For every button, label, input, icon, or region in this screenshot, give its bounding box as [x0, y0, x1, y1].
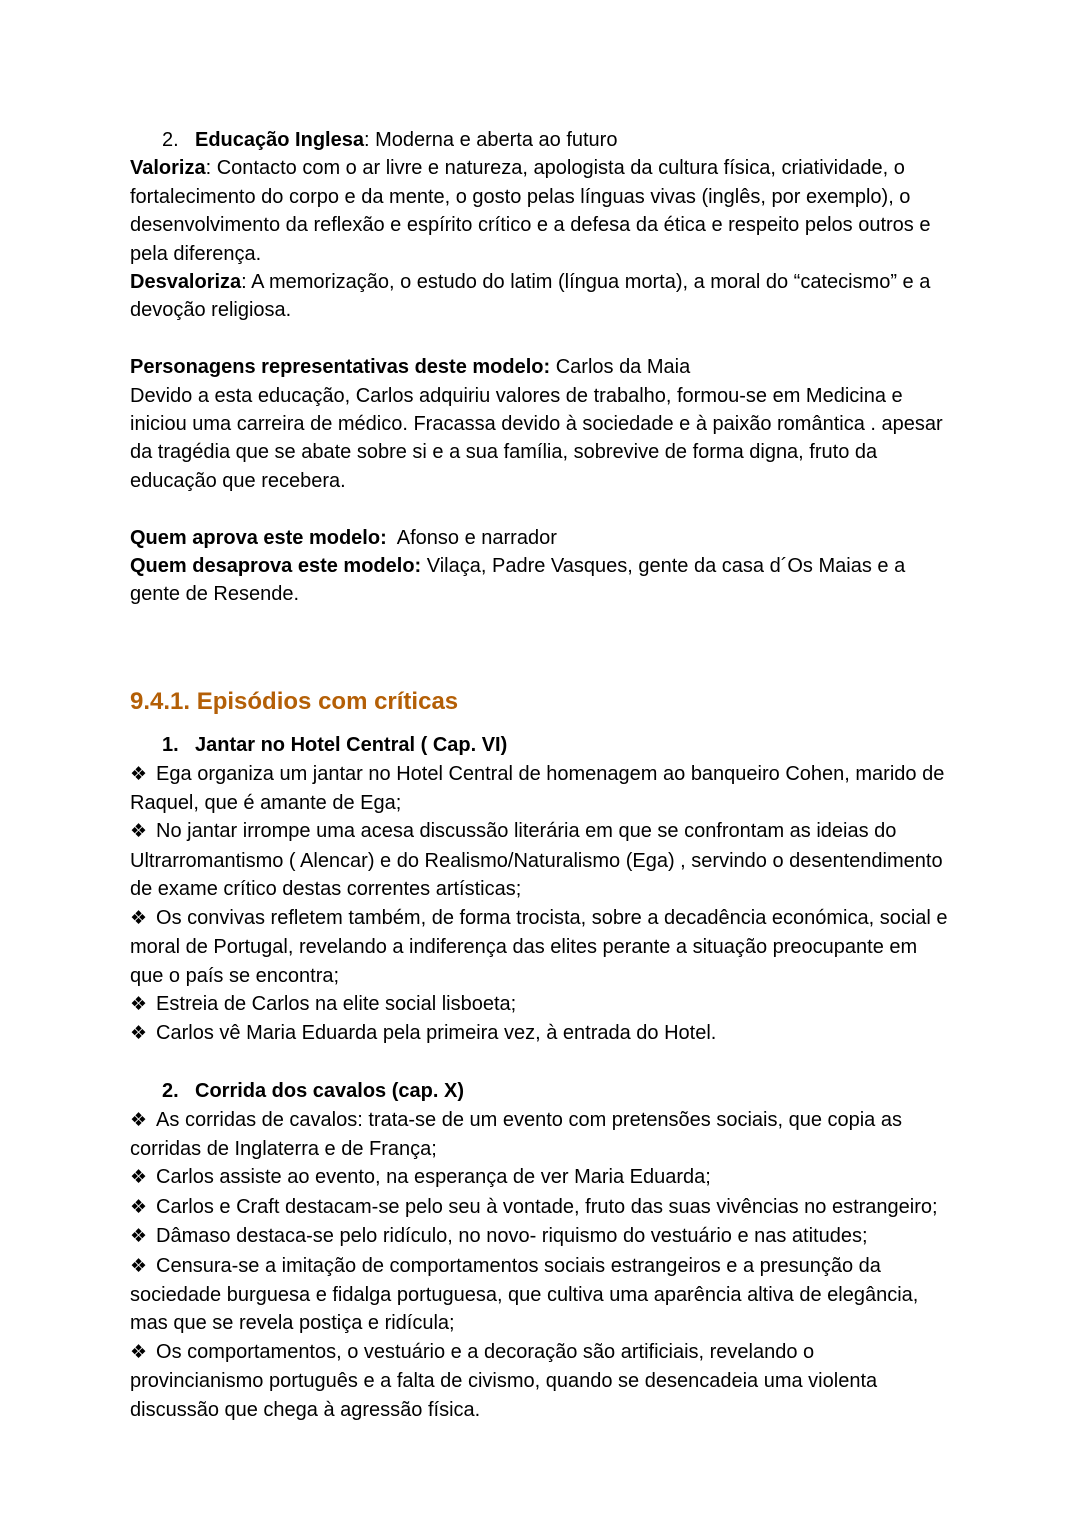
personagens-value: Carlos da Maia — [550, 356, 691, 379]
episode-1-title — [130, 731, 952, 759]
diamond-bullet-icon: ❖ — [130, 907, 148, 929]
quem-desaprova-label: Quem desaprova este modelo: — [130, 555, 422, 578]
desvaloriza-label: Desvaloriza — [130, 271, 242, 294]
numbered-item-educacao-inglesa — [130, 126, 952, 154]
spacer — [130, 657, 952, 685]
quem-aprova-value: Afonso e narrador — [386, 526, 557, 549]
item-title-bold: Educação Inglesa — [195, 129, 364, 151]
list-number: 1. — [162, 734, 179, 757]
bullet-item — [130, 1338, 952, 1424]
bullet-item — [130, 1106, 952, 1164]
bullet-text: Os comportamentos, o vestuário e a decoração são artificiais, revelando o provincianismo português e a falta de civismo, quando se desencadeia uma violenta discussão que chega à agressão física. — [130, 1340, 883, 1421]
diamond-bullet-icon: ❖ — [130, 1226, 148, 1248]
bullet-text: Carlos vê Maria Eduarda pela primeira vez, à entrada do Hotel. — [156, 1022, 717, 1045]
bullet-text: Os convivas refletem também, de forma trocista, sobre a decadência económica, social e moral de Portugal, revelando a indiferença das elites perante a situação preocupante em que o país se encontra; — [130, 906, 954, 987]
paragraph-quem-desaprova — [130, 552, 952, 609]
bullet-text: Carlos e Craft destacam-se pelo seu à vontade, fruto das suas vivências no estrangeiro; — [156, 1195, 938, 1218]
diamond-bullet-icon: ❖ — [130, 1023, 148, 1045]
valoriza-label: Valoriza — [130, 157, 206, 180]
spacer — [130, 495, 952, 523]
paragraph-personagens — [130, 353, 952, 381]
valoriza-text: : Contacto com o ar livre e natureza, apologista da cultura física, criatividade, o fortalecimento do corpo e da mente, o gosto pelas línguas vivas (inglês, por exemplo), o desenvolvimento da reflexão e espírito crítico e a defesa da ética e respeito pelos outros e pela diferença. — [130, 157, 937, 265]
diamond-bullet-icon: ❖ — [130, 1255, 148, 1277]
paragraph-valoriza — [130, 154, 952, 268]
diamond-bullet-icon: ❖ — [130, 1341, 148, 1363]
bullet-text: Dâmaso destaca-se pelo ridículo, no novo- riquismo do vestuário e nas atitudes; — [156, 1225, 868, 1248]
bullet-text: Ega organiza um jantar no Hotel Central de homenagem ao banqueiro Cohen, marido de Raquel, que é amante de Ega; — [130, 762, 950, 815]
episode-2-title — [130, 1077, 952, 1105]
bullet-item — [130, 904, 952, 990]
bullet-item — [130, 990, 952, 1019]
bullet-item — [130, 1163, 952, 1192]
paragraph-desvaloriza — [130, 268, 952, 325]
desvaloriza-text: : A memorização, o estudo do latim (língua morta), a moral do “catecismo” e a devoção religiosa. — [130, 271, 936, 322]
bullet-text: Carlos assiste ao evento, na esperança de ver Maria Eduarda; — [156, 1166, 711, 1189]
bullet-item — [130, 1222, 952, 1251]
diamond-bullet-icon: ❖ — [130, 1109, 148, 1131]
list-number: 2. — [162, 129, 179, 151]
bullet-item — [130, 817, 952, 903]
diamond-bullet-icon: ❖ — [130, 763, 148, 785]
quem-aprova-label: Quem aprova este modelo: — [130, 526, 387, 549]
bullet-item — [130, 1252, 952, 1338]
bullet-item — [130, 1193, 952, 1222]
spacer — [130, 609, 952, 657]
list-number: 2. — [162, 1080, 179, 1103]
bullet-text: As corridas de cavalos: trata-se de um evento com pretensões sociais, que copia as corridas de Inglaterra e de França; — [130, 1108, 908, 1160]
item-title-rest: : Moderna e aberta ao futuro — [363, 129, 618, 151]
bullet-item — [130, 1019, 952, 1048]
bullet-text: Estreia de Carlos na elite social lisboeta; — [156, 992, 517, 1015]
personagens-label: Personagens representativas deste modelo: — [130, 356, 551, 379]
spacer — [130, 325, 952, 353]
paragraph-quem-aprova — [130, 524, 952, 552]
paragraph-personagens-body: Devido a esta educação, Carlos adquiriu valores de trabalho, formou-se em Medicina e iniciou uma carreira de médico. Fracassa devido à sociedade e à paixão romântica . apesar da tragédia que se abate sobre si e a sua família, sobrevive de forma digna, fruto da educação que recebera. — [130, 384, 949, 492]
diamond-bullet-icon: ❖ — [130, 1167, 148, 1189]
diamond-bullet-icon: ❖ — [130, 1196, 148, 1218]
bullet-item — [130, 760, 952, 818]
episode-title-text: Corrida dos cavalos (cap. X) — [195, 1080, 464, 1103]
diamond-bullet-icon: ❖ — [130, 993, 148, 1015]
spacer — [130, 1049, 952, 1077]
diamond-bullet-icon: ❖ — [130, 821, 148, 843]
quem-desaprova-value: Vilaça, Padre Vasques, gente da casa d´Os Maias e a gente de Resende. — [130, 555, 911, 606]
bullet-text: No jantar irrompe uma acesa discussão literária em que se confrontam as ideias do Ultrarromantismo ( Alencar) e do Realismo/Naturalismo (Ega) , servindo o desentendimento de exame crítico destas correntes artísticas; — [130, 820, 949, 901]
bullet-text: Censura-se a imitação de comportamentos sociais estrangeiros e a presunção da sociedade burguesa e fidalga portuguesa, que cultiva uma aparência altiva de elegância, mas que se revela postiça e ridícula; — [130, 1254, 924, 1335]
section-heading: 9.4.1. Episódios com críticas — [130, 688, 459, 716]
episode-title-text: Jantar no Hotel Central ( Cap. VI) — [195, 734, 508, 757]
